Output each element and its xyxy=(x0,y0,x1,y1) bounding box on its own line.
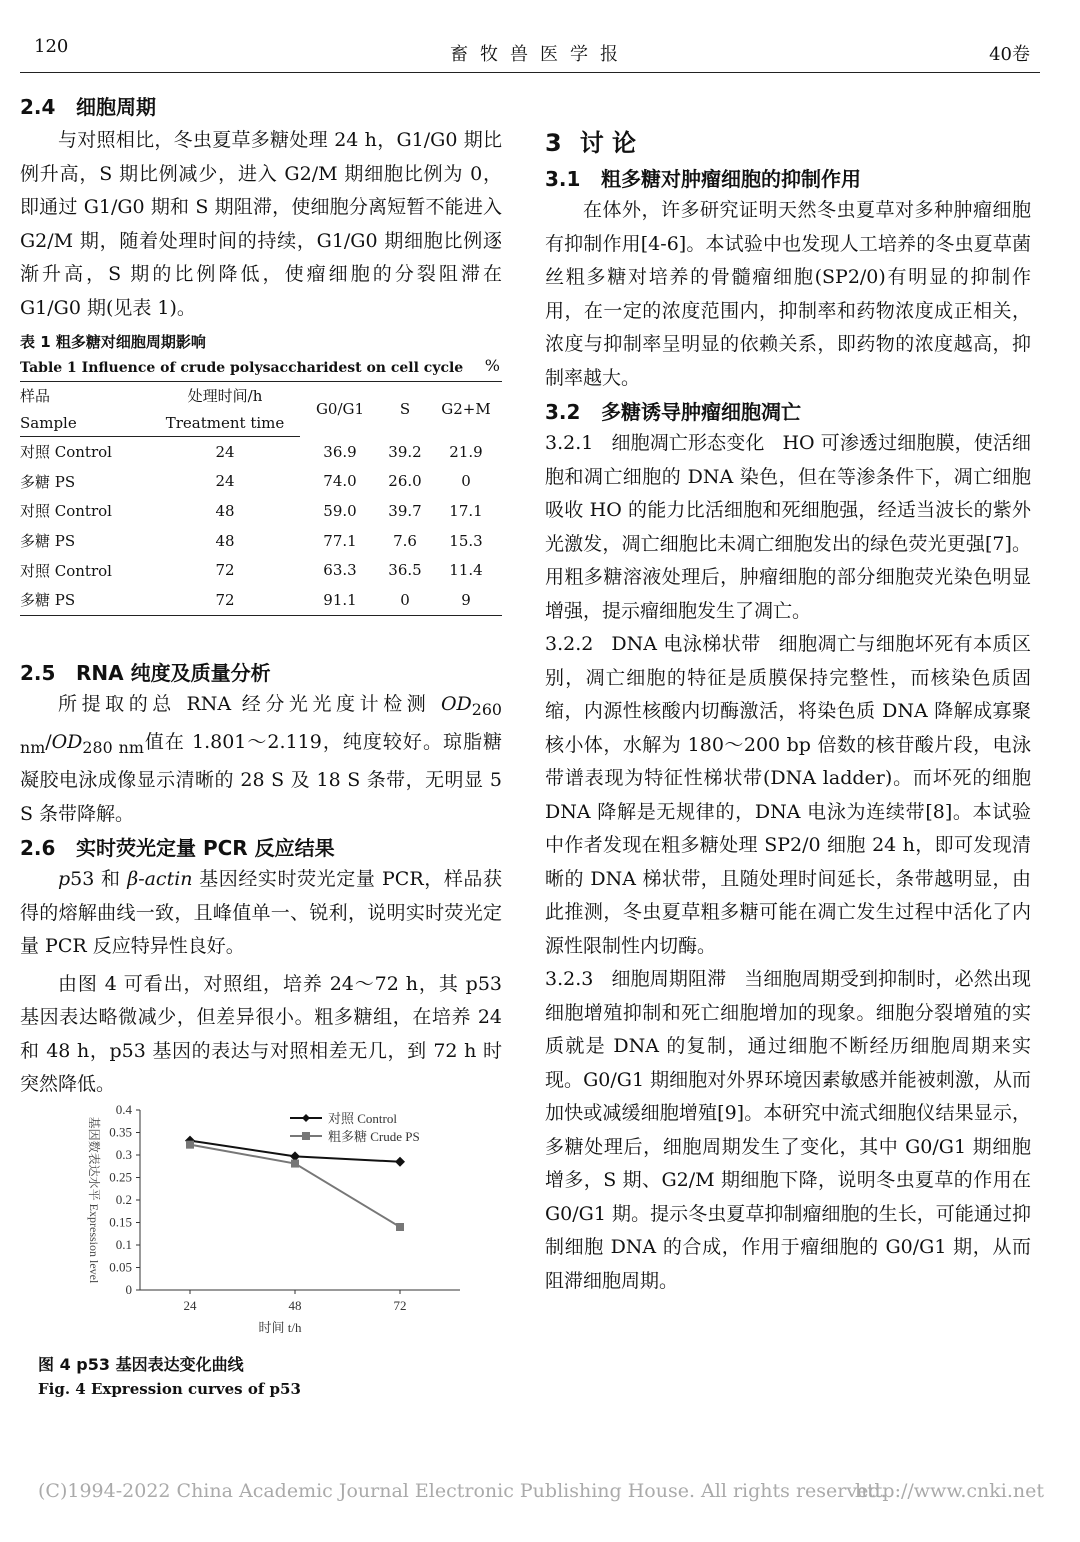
table-1-caption-en xyxy=(20,355,502,381)
od-symbol: OD xyxy=(51,730,83,753)
volume-label: 40卷 xyxy=(989,44,1030,65)
y-tick-label: 0.15 xyxy=(109,1214,132,1230)
table-row xyxy=(20,467,502,497)
cell-g0g1: 59.0 xyxy=(323,501,357,520)
subsection-title: 细胞凋亡形态变化 xyxy=(611,432,765,454)
cell-g2m: 0 xyxy=(461,472,471,491)
table-row xyxy=(20,555,502,585)
legend-label: 对照 Control xyxy=(328,1111,397,1126)
subsection-title: DNA 电泳梯状带 xyxy=(611,633,761,655)
data-point xyxy=(396,1223,404,1231)
y-tick-label: 0.05 xyxy=(109,1259,132,1275)
cell-s: 39.2 xyxy=(388,442,422,461)
subsection-text: 当细胞周期受到抑制时，必然出现细胞增殖抑制和死亡细胞增加的现象。细胞分裂增殖的实质就是 DNA 的复制，通过细胞不断经历细胞周期来实现。G0/G1 期细胞对外界环境因素敏感并能被刺激，从而加快或减缓细胞增殖[9]。本研究中流式细胞仪结果显示，多糖处理后，细胞周期发生了变化，其中 G0/G1 期细胞增多，S 期、G2/M 期细胞下降，说明冬虫夏草的作用在 G0/G1 期。提示冬虫夏草抑制瘤细胞的生长，可能通过抑制细胞 DNA 的合成，作用于瘤细胞的 G0/G1 期，从而阻滞细胞周期。 xyxy=(545,968,1031,1292)
cell-time: 24 xyxy=(215,472,235,491)
subsection-number: 3.2.3 xyxy=(545,968,594,990)
data-point xyxy=(395,1157,405,1167)
section-3-2-heading xyxy=(545,397,1031,427)
y-tick-label: 0.25 xyxy=(109,1169,132,1185)
cell-g0g1: 36.9 xyxy=(323,442,357,461)
x-tick-label: 24 xyxy=(183,1298,197,1313)
header-sample-cn: 样品 xyxy=(20,382,150,410)
y-tick-label: 0.35 xyxy=(109,1124,132,1140)
right-column xyxy=(545,126,1031,1298)
cell-s: 39.7 xyxy=(388,501,422,520)
footer-url: http://www.cnki.net xyxy=(854,1480,1044,1502)
cell-time: 72 xyxy=(150,585,300,615)
cell-g2m: 17.1 xyxy=(449,501,483,520)
table-row xyxy=(20,496,502,526)
paragraph-text: 值在 1.801～2.119，纯度较好。琼脂糖凝胶电泳成像显示清晰的 28 S 及 18 S 条带，无明显 5 S 条带降解。 xyxy=(20,730,502,825)
header-time-en: Treatment time xyxy=(150,409,300,437)
subsection-text: 细胞凋亡与细胞坏死有本质区别，凋亡细胞的特征是质膜保持完整性，而核染色质固缩，内源性核酸内切酶激活，将染色质 DNA 降解成寡聚核小体，水解为 180～200 bp 倍数的核苷酸片段，电泳带谱表现为特征性梯状带(DNA ladder)。而坏死的细胞 DNA 降解是无规律的，DNA 电泳为连续带[8]。本试验中作者发现在粗多糖处理 SP2/0 细胞 24 h，即可发现清晰的 DNA 梯状带，且随处理时间延长，条带越明显，由此推测，冬虫夏草粗多糖可能在凋亡发生过程中活化了内源性限制性内切酶。 xyxy=(545,633,1031,957)
cell-g2m: 9 xyxy=(430,585,502,615)
subsection-number: 3.2.2 xyxy=(545,633,594,655)
copyright-text: (C)1994-2022 China Academic Journal Electronic Publishing House. All rights reserved. xyxy=(38,1480,887,1502)
section-title: 讨 论 xyxy=(579,129,637,157)
cell-g0g1: 91.1 xyxy=(300,585,380,615)
section-2-6-paragraph-1 xyxy=(20,863,502,964)
subsection-text: HO 可渗透过细胞膜，使活细胞和凋亡细胞的 DNA 染色，但在等渗条件下，凋亡细胞吸收 HO 的能力比活细胞和死细胞强，经适当波长的紫外光激发，凋亡细胞比未凋亡细胞发出的绿色荧光更强[7]。用粗多糖溶液处理后，肿瘤细胞的部分细胞荧光染色明显增强，提示瘤细胞发生了凋亡。 xyxy=(545,432,1031,622)
section-title: 细胞周期 xyxy=(76,95,156,119)
section-3-2-3 xyxy=(545,963,1031,1298)
x-tick-label: 72 xyxy=(393,1298,407,1313)
subsection-number: 3.2.1 xyxy=(545,432,594,454)
figure-4-caption-cn: 图 4 p53 基因表达变化曲线 xyxy=(38,1355,244,1374)
table-caption-text: Table 1 Influence of crude polysaccharidest on cell cycle xyxy=(20,360,464,376)
slash: / xyxy=(45,730,52,753)
figure-4-caption-en: Fig. 4 Expression curves of p53 xyxy=(38,1380,301,1398)
paragraph-text: 所提取的总 RNA 经分光光度计检测 xyxy=(58,692,441,715)
header-time-cn: 处理时间/h xyxy=(150,382,300,410)
cell-s: 7.6 xyxy=(393,531,417,550)
subsection-title: 细胞周期阻滞 xyxy=(611,968,727,990)
section-3-2-2 xyxy=(545,628,1031,963)
journal-title: 畜牧兽医学报 xyxy=(450,44,630,65)
od-subscript: 280 nm xyxy=(82,737,144,757)
section-2-5-heading xyxy=(20,658,502,688)
section-number: 2.6 xyxy=(20,836,56,861)
cell-sample: 多糖 PS xyxy=(20,532,76,551)
cell-time: 24 xyxy=(215,442,235,461)
cell-sample: 对照 Control xyxy=(20,502,112,521)
cell-sample: 对照 Control xyxy=(20,443,112,462)
cell-g2m: 15.3 xyxy=(449,531,483,550)
section-number: 2.4 xyxy=(20,95,56,119)
table-unit: % xyxy=(484,356,500,375)
header-s: S xyxy=(380,382,430,437)
cell-sample: 多糖 PS xyxy=(20,472,76,491)
cell-g0g1: 77.1 xyxy=(323,531,357,550)
section-3-2-1 xyxy=(545,427,1031,628)
legend-marker xyxy=(302,1114,310,1122)
section-2-4-paragraph: 与对照相比，冬虫夏草多糖处理 24 h，G1/G0 期比例升高，S 期比例减少，进入 G2/M 期细胞比例为 0，即通过 G1/G0 期和 S 期阻滞，使细胞分离短暂不能进入 G2/M 期，随着处理时间的持续，G1/G0 期细胞比例逐渐升高，S 期的比例降低，使瘤细胞的分裂阻滞在 G1/G0 期(见表 1)。 xyxy=(20,129,502,319)
gene-number: 53 xyxy=(70,868,95,891)
header-g2m: G2+M xyxy=(430,382,502,437)
figure-4 xyxy=(20,1095,502,1355)
cell-cycle-table xyxy=(20,381,502,616)
section-3-heading xyxy=(545,126,1031,160)
x-tick-label: 48 xyxy=(288,1298,302,1313)
header-g0g1: G0/G1 xyxy=(300,382,380,437)
section-title: RNA 纯度及质量分析 xyxy=(76,660,271,685)
cell-time: 72 xyxy=(215,561,235,580)
table-1-caption-cn: 表 1 粗多糖对细胞周期影响 xyxy=(20,333,206,351)
copyright-footer xyxy=(38,1480,1048,1502)
y-axis-label: 基因数表达水平 Expression level xyxy=(87,1116,101,1284)
section-title: 粗多糖对肿瘤细胞的抑制作用 xyxy=(601,167,861,191)
section-number: 3.2 xyxy=(545,400,581,424)
page-number: 120 xyxy=(34,36,69,57)
cell-s: 36.5 xyxy=(388,561,422,580)
cell-g0g1: 63.3 xyxy=(323,561,357,580)
section-2-5-paragraph xyxy=(20,688,502,832)
cell-g2m: 21.9 xyxy=(449,442,483,461)
data-point xyxy=(291,1160,299,1168)
section-2-6-heading xyxy=(20,833,502,863)
y-tick-label: 0.4 xyxy=(115,1102,132,1117)
section-title: 多糖诱导肿瘤细胞凋亡 xyxy=(601,400,801,424)
y-tick-label: 0.2 xyxy=(115,1192,132,1207)
cell-s: 26.0 xyxy=(388,472,422,491)
table-row xyxy=(20,437,502,467)
section-title: 实时荧光定量 PCR 反应结果 xyxy=(76,836,335,861)
table-row xyxy=(20,526,502,556)
cell-time: 48 xyxy=(215,501,235,520)
paragraph-text: 和 xyxy=(94,868,128,891)
y-tick-label: 0.3 xyxy=(115,1147,132,1162)
cell-time: 48 xyxy=(215,531,235,550)
od-subscript: 260 nm xyxy=(20,699,502,757)
gene-symbol: p xyxy=(58,868,71,891)
section-3-1-paragraph: 在体外，许多研究证明天然冬虫夏草对多种肿瘤细胞有抑制作用[4-6]。本试验中也发现人工培养的冬虫夏草菌丝粗多糖对培养的骨髓瘤细胞(SP2/0)有明显的抑制作用，在一定的浓度范围内，抑制率和药物浓度成正相关，浓度与抑制率呈明显的依赖关系，即药物的浓度越高，抑制率越大。 xyxy=(545,199,1031,389)
p53-expression-chart xyxy=(20,1095,502,1355)
section-2-4-heading xyxy=(20,92,502,122)
legend-label: 粗多糖 Crude PS xyxy=(328,1129,420,1144)
section-number: 3 xyxy=(545,129,562,157)
cell-sample: 多糖 PS xyxy=(20,585,150,615)
data-point xyxy=(186,1141,194,1149)
header-rule xyxy=(20,72,1040,73)
od-symbol: OD xyxy=(440,692,472,715)
x-axis-label: 时间 t/h xyxy=(258,1320,302,1335)
beta-actin: β-actin xyxy=(127,868,193,891)
header-sample-en: Sample xyxy=(20,409,150,437)
legend-marker xyxy=(302,1132,310,1140)
section-3-1-heading xyxy=(545,164,1031,194)
left-column xyxy=(20,92,502,1102)
y-tick-label: 0.1 xyxy=(115,1237,132,1252)
cell-g0g1: 74.0 xyxy=(323,472,357,491)
cell-g2m: 11.4 xyxy=(449,561,483,580)
cell-s: 0 xyxy=(380,585,430,615)
paragraph-text: 基因经实时荧光定量 PCR，样品获得的熔解曲线一致，且峰值单一、锐利，说明实时荧光定量 PCR 反应特异性良好。 xyxy=(20,868,502,958)
section-number: 3.1 xyxy=(545,167,581,191)
cell-sample: 对照 Control xyxy=(20,561,112,580)
table-row xyxy=(20,585,502,615)
y-tick-label: 0 xyxy=(125,1282,132,1297)
section-number: 2.5 xyxy=(20,660,56,685)
section-2-6-paragraph-2: 由图 4 可看出，对照组，培养 24～72 h，其 p53 基因表达略微减少，但差异很小。粗多糖组，在培养 24 和 48 h，p53 基因的表达与对照相差无几，到 72 h 时突然降低。 xyxy=(20,972,502,1096)
